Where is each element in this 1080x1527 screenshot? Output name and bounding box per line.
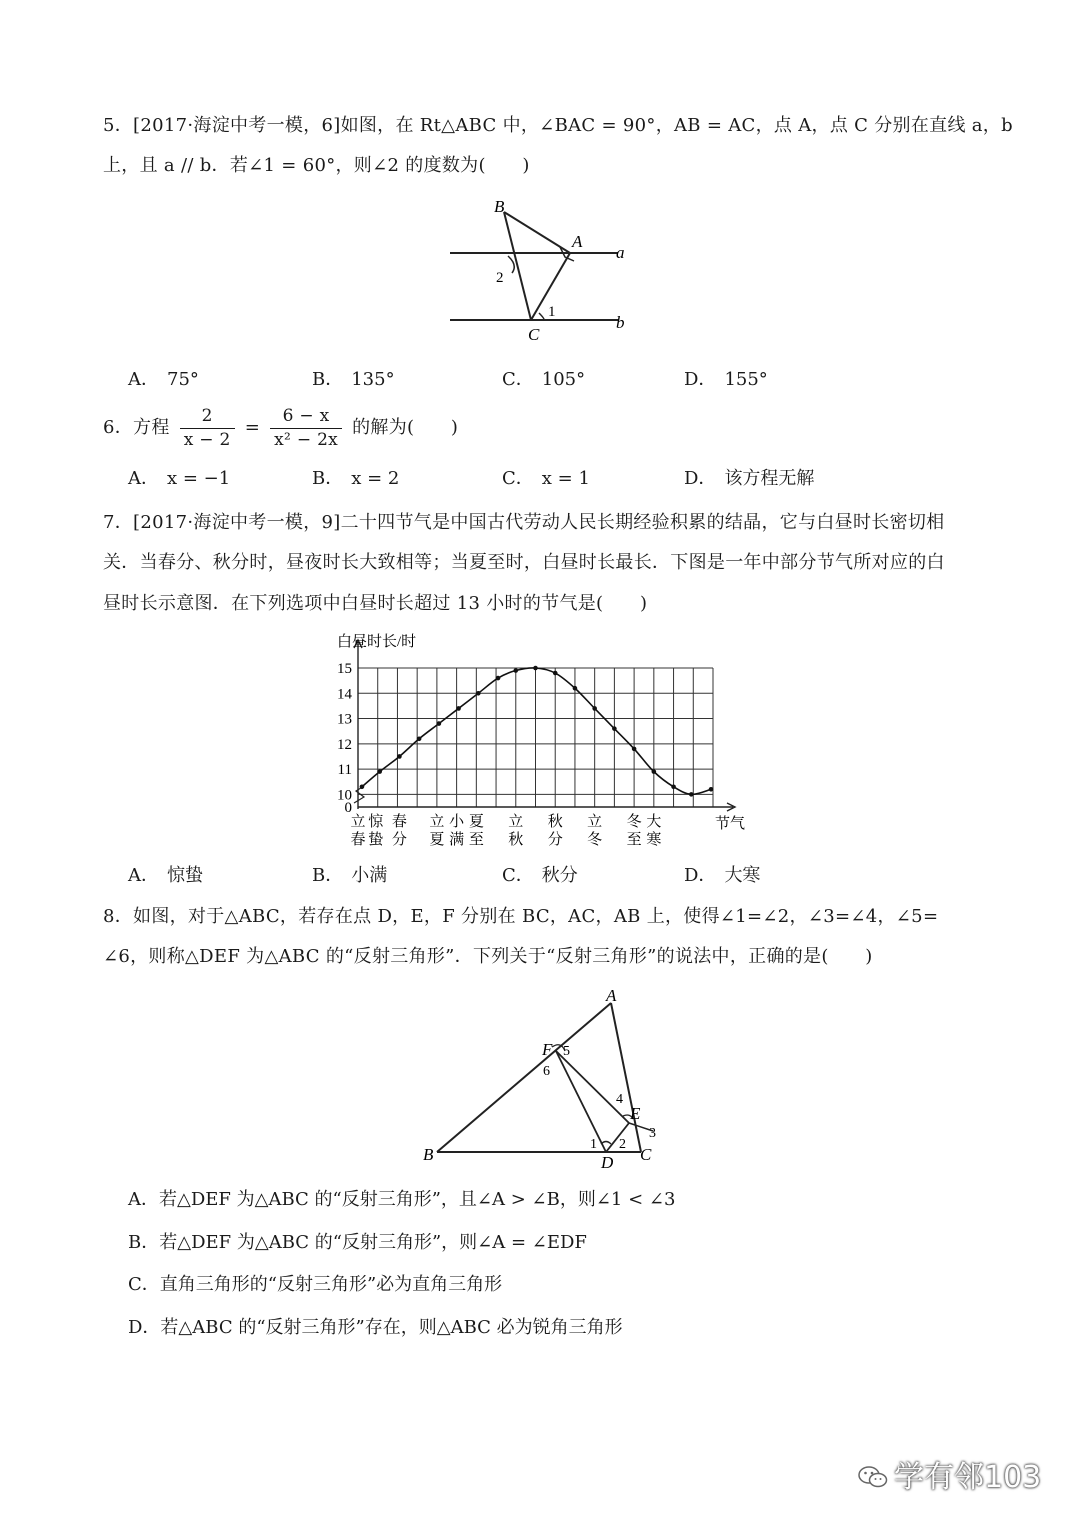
q8-angle5-label: 5 bbox=[563, 1044, 570, 1059]
q5-option-b[interactable]: B． 135° bbox=[312, 369, 395, 390]
q8-label-C: C bbox=[640, 1145, 652, 1164]
q8-label-F: F bbox=[542, 1040, 553, 1059]
chart-data-point bbox=[377, 769, 382, 774]
q7-option-b[interactable]: B． 小满 bbox=[312, 865, 388, 886]
q5-angle1-label: 1 bbox=[548, 304, 556, 320]
chart-data-point bbox=[671, 784, 676, 789]
chart-x-tick-label: 惊 bbox=[368, 814, 384, 830]
chart-data-point bbox=[709, 787, 714, 792]
q6-option-b[interactable]: B． x = 2 bbox=[312, 468, 400, 489]
chart-x-tick-label: 秋 bbox=[547, 814, 563, 830]
q8-angle3-label: 3 bbox=[649, 1126, 656, 1141]
q8-angle4-label: 4 bbox=[616, 1092, 623, 1107]
chart-x-tick-label: 夏 bbox=[468, 814, 484, 830]
chart-x-tick-label: 春 bbox=[350, 832, 366, 848]
chart-x-tick-label: 夏 bbox=[429, 832, 445, 848]
q6-stem: 6．方程 $\frac{2}{x - 2}$ = $\frac{6 - x}{\text{x² − 2x}}$ 的解为( ) bbox=[103, 405, 459, 450]
chart-x-tick-label: 寒 bbox=[646, 832, 662, 848]
q8-figure bbox=[415, 985, 675, 1175]
chart-data-point bbox=[632, 747, 637, 752]
chart-x-tick-label: 立 bbox=[587, 814, 603, 830]
chart-x-tick-label: 至 bbox=[468, 832, 484, 848]
chart-data-point bbox=[612, 726, 617, 731]
chart-data-point bbox=[417, 736, 422, 741]
wechat-icon bbox=[858, 1463, 888, 1489]
chart-data-point bbox=[437, 721, 442, 726]
chart-x-tick-label: 分 bbox=[391, 832, 407, 848]
chart-data-point bbox=[476, 691, 481, 696]
q7-stem-line2: 关．当春分、秋分时，昼夜时长大致相等；当夏至时，白昼时长最长．下图是一年中部分节气所对应的白 bbox=[103, 552, 945, 573]
chart-x-tick-label: 小 bbox=[449, 814, 465, 830]
chart-data-point bbox=[592, 706, 597, 711]
chart-data-point bbox=[456, 706, 461, 711]
chart-y-tick-label: 14 bbox=[337, 686, 352, 703]
chart-y-tick-label: 11 bbox=[337, 762, 352, 779]
q5-option-a[interactable]: A． 75° bbox=[128, 369, 199, 390]
q8-option-b[interactable]: B．若△DEF 为△ABC 的“反射三角形”，则∠A = ∠EDF bbox=[128, 1232, 587, 1253]
q6-option-c[interactable]: C． x = 1 bbox=[502, 468, 590, 489]
chart-y-tick-label: 12 bbox=[337, 736, 352, 753]
q5-label-a: a bbox=[616, 243, 625, 262]
watermark: 学有邻103 bbox=[858, 1452, 1041, 1496]
q5-option-d[interactable]: D． 155° bbox=[684, 369, 768, 390]
q8-stem-line2: ∠6，则称△DEF 为△ABC 的“反射三角形”．下列关于“反射三角形”的说法中，正确的是( ) bbox=[103, 946, 873, 967]
q5-label-C: C bbox=[528, 325, 540, 344]
chart-x-label: 节气 bbox=[715, 816, 746, 832]
chart-x-tick-label: 春 bbox=[391, 814, 407, 830]
q8-label-A: A bbox=[606, 986, 617, 1005]
q8-stem-line1: 8．如图，对于△ABC，若存在点 D，E，F 分别在 BC，AC，AB 上，使得∠1=∠2，∠3=∠4，∠5= bbox=[103, 906, 939, 927]
q5-angle2-label: 2 bbox=[496, 270, 504, 286]
chart-x-tick-label: 满 bbox=[449, 832, 465, 848]
q8-option-c[interactable]: C．直角三角形的“反射三角形”必为直角三角形 bbox=[128, 1274, 503, 1295]
q8-label-E: E bbox=[630, 1104, 641, 1123]
chart-data-point bbox=[496, 676, 501, 681]
q7-stem-line3: 昼时长示意图．在下列选项中白昼时长超过 13 小时的节气是( ) bbox=[103, 593, 648, 614]
q6-fraction-left: $\frac{2}{x - 2}$ bbox=[180, 406, 235, 451]
chart-data-point bbox=[533, 666, 538, 671]
q8-option-d[interactable]: D．若△ABC 的“反射三角形”存在，则△ABC 必为锐角三角形 bbox=[128, 1317, 623, 1338]
chart-data-point bbox=[553, 671, 558, 676]
q8-angle6-label: 6 bbox=[543, 1064, 550, 1079]
chart-x-tick-label: 冬 bbox=[626, 814, 642, 830]
q5-stem-line1: 5．[2017·海淀中考一模，6]如图，在 Rt△ABC 中，∠BAC = 90°，AB = AC，点 A，点 C 分别在直线 a，b bbox=[103, 115, 1013, 136]
q6-option-d[interactable]: D． 该方程无解 bbox=[684, 468, 815, 489]
chart-x-tick-label: 秋 bbox=[508, 832, 524, 848]
chart-x-tick-label: 大 bbox=[646, 814, 662, 830]
daylight-chart bbox=[325, 625, 755, 855]
chart-y-tick-label: 13 bbox=[337, 711, 352, 728]
q8-angle2-label: 2 bbox=[619, 1137, 626, 1152]
chart-x-tick-label: 至 bbox=[626, 832, 642, 848]
q5-label-A: A bbox=[572, 232, 583, 251]
chart-data-point bbox=[360, 784, 365, 789]
chart-y-tick-label: 15 bbox=[337, 661, 352, 677]
chart-x-tick-label: 立 bbox=[508, 814, 524, 830]
chart-data-point bbox=[513, 668, 518, 673]
chart-data-point bbox=[573, 686, 578, 691]
chart-x-tick-label: 冬 bbox=[587, 832, 603, 848]
q8-label-B: B bbox=[423, 1145, 434, 1164]
chart-data-point bbox=[652, 769, 657, 774]
q7-option-d[interactable]: D． 大寒 bbox=[684, 865, 761, 886]
q5-label-b: b bbox=[616, 313, 625, 332]
q8-angle1-label: 1 bbox=[590, 1137, 597, 1152]
q5-figure bbox=[440, 195, 640, 345]
chart-series-line bbox=[362, 668, 711, 794]
chart-x-tick-label: 蛰 bbox=[368, 832, 384, 848]
q5-label-B: B bbox=[494, 197, 505, 216]
q7-stem-line1: 7．[2017·海淀中考一模，9]二十四节气是中国古代劳动人民长期经验积累的结晶，它与白昼时长密切相 bbox=[103, 512, 945, 533]
chart-x-tick-label: 立 bbox=[429, 814, 445, 830]
chart-y-tick-label: 10 bbox=[337, 787, 352, 804]
q8-option-a[interactable]: A．若△DEF 为△ABC 的“反射三角形”，且∠A > ∠B，则∠1 < ∠3 bbox=[128, 1189, 676, 1210]
chart-y-tick-label: 0 bbox=[344, 800, 352, 816]
q7-option-a[interactable]: A． 惊蛰 bbox=[128, 865, 203, 886]
q5-stem-line2: 上，且 a // b．若∠1 = 60°，则∠2 的度数为( ) bbox=[103, 155, 530, 176]
q8-label-D: D bbox=[601, 1153, 614, 1172]
q6-fraction-right: $\frac{6 - x}{\text{x² − 2x}}$ bbox=[270, 406, 342, 451]
q7-option-c[interactable]: C． 秋分 bbox=[502, 865, 578, 886]
chart-data-point bbox=[397, 754, 402, 759]
chart-x-tick-label: 分 bbox=[547, 832, 563, 848]
q6-option-a[interactable]: A． x = −1 bbox=[128, 468, 231, 489]
chart-x-tick-label: 立 bbox=[350, 814, 366, 830]
chart-data-point bbox=[689, 792, 694, 797]
q5-option-c[interactable]: C． 105° bbox=[502, 369, 586, 390]
chart-y-label: 白昼时长/时 bbox=[337, 634, 417, 650]
